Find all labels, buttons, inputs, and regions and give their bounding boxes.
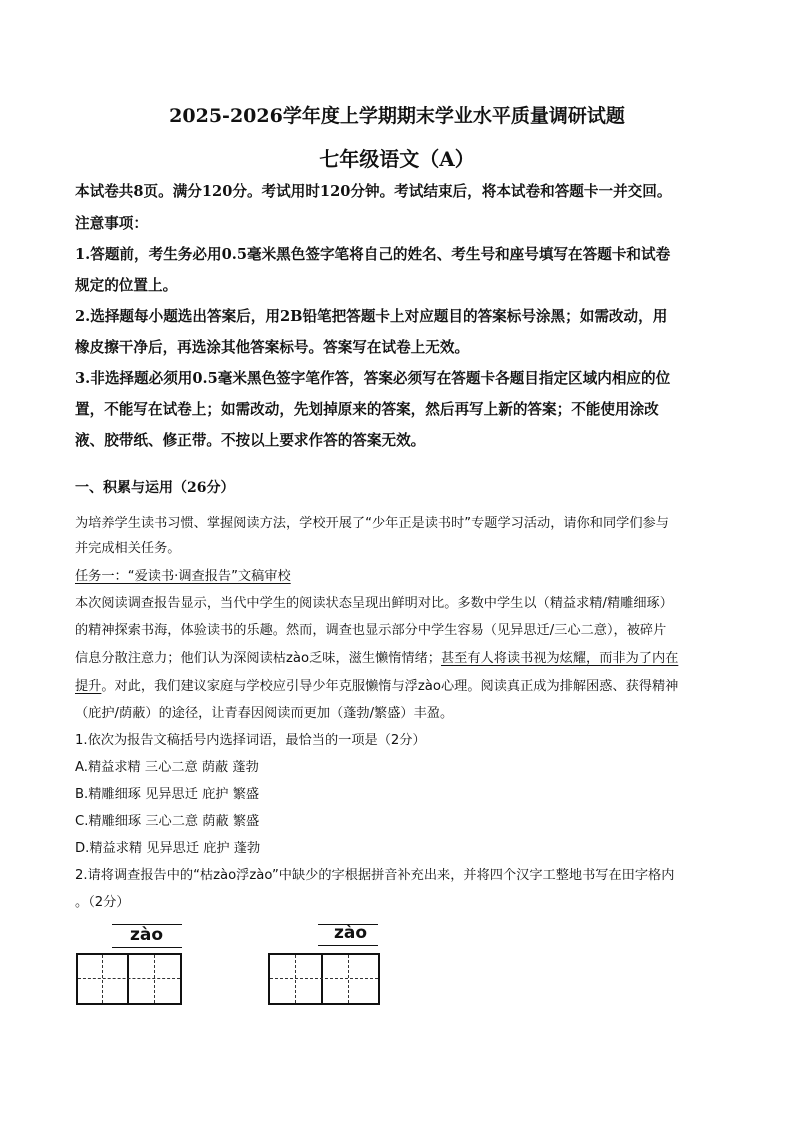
question-2-line-1: 2.请将调查报告中的“枯zào浮zào”中缺少的字根据拼音补充出来，并将四个汉字工整地书写在田字格内 (75, 868, 675, 883)
grid-guide (295, 955, 296, 1003)
passage-line-2: 的精神探索书海，体验读书的乐趣。然而，调查也显示部分中学生容易（见异思迁/三心二意），被碎片 (75, 623, 667, 638)
q1-option-c: C.精雕细琢 三心二意 荫蔽 繁盛 (75, 814, 260, 829)
instructions-intro: 本试卷共8页。满分120分。考试用时120分钟。考试结束后，将本试卷和答题卡一并交回。 (75, 183, 672, 200)
grid-box (76, 953, 182, 1005)
notice-label: 注意事项： (75, 215, 148, 232)
question-1: 1.依次为报告文稿括号内选择词语，最恰当的一项是（2分） (75, 733, 426, 748)
passage-line-3-text: 信息分散注意力；他们认为深阅读枯zào乏味，滋生懒惰情绪； (75, 651, 441, 666)
task-1-title: 任务一：“爱读书·调查报告”文稿审校 (75, 569, 291, 584)
q1-option-d: D.精益求精 见异思迁 庇护 蓬勃 (75, 841, 261, 856)
pinyin-line (112, 947, 182, 948)
grid-divider (127, 953, 129, 1005)
passage-line-4 (75, 675, 678, 694)
pinyin-line (318, 945, 378, 946)
grid-divider (321, 953, 323, 1005)
underlined-sentence: 甚至有人将读书视为炫耀，而非为了内在 (440, 651, 679, 666)
grid-box (268, 953, 380, 1005)
exam-subtitle: 七年级语文（A） (319, 147, 475, 171)
passage-line-1: 本次阅读调查报告显示，当代中学生的阅读状态呈现出鲜明对比。多数中学生以（精益求精/精雕细琢） (75, 596, 673, 611)
q1-option-b: B.精雕细琢 见异思迁 庇护 繁盛 (75, 787, 260, 802)
section-intro-line-1: 为培养学生读书习惯、掌握阅读方法，学校开展了“少年正是读书时”专题学习活动，请你和同学们参与 (75, 516, 669, 531)
grid-guide (102, 955, 103, 1003)
passage-line-3 (75, 647, 678, 666)
notice-item-1-line-1: 1.答题前，考生务必用0.5毫米黑色签字笔将自己的姓名、考生号和座号填写在答题卡和试卷 (75, 246, 671, 263)
question-2-line-2: 。（2分） (75, 895, 130, 910)
grid-guide (270, 978, 378, 979)
grid-guide (154, 955, 155, 1003)
passage-line-5: （庇护/荫蔽）的途径，让青春因阅读而更加（蓬勃/繁盛）丰盈。 (75, 706, 454, 721)
notice-item-3-line-2: 置，不能写在试卷上；如需改动，先划掉原来的答案，然后再写上新的答案；不能使用涂改 (75, 401, 659, 418)
grid-guide (348, 955, 349, 1003)
notice-item-2-line-1: 2.选择题每小题选出答案后，用2B铅笔把答题卡上对应题目的答案标号涂黑；如需改动，用 (75, 308, 668, 325)
notice-item-2-line-2: 橡皮擦干净后，再选涂其他答案标号。答案写在试卷上无效。 (75, 339, 470, 356)
passage-line-4-text: 。对此，我们建议家庭与学校应引导少年克服懒惰与浮zào心理。阅读真正成为排解困惑、获得精神 (101, 679, 679, 694)
notice-item-1-line-2: 规定的位置上。 (75, 277, 178, 294)
pinyin-label-2: zào (334, 923, 368, 943)
notice-item-3-line-1: 3.非选择题必须用0.5毫米黑色签字笔作答，答案必须写在答题卡各题目指定区域内相应的位 (75, 370, 671, 387)
section-intro-line-2: 并完成相关任务。 (75, 541, 181, 556)
q1-option-a: A.精益求精 三心二意 荫蔽 蓬勃 (75, 760, 259, 775)
pinyin-label-1: zào (130, 925, 164, 945)
notice-item-3-line-3: 液、胶带纸、修正带。不按以上要求作答的答案无效。 (75, 432, 426, 449)
underlined-sentence-end: 提升 (75, 679, 102, 694)
exam-title: 2025-2026学年度上学期期末学业水平质量调研试题 (169, 105, 625, 127)
grid-guide (78, 978, 180, 979)
section-heading: 一、积累与运用（26分） (75, 480, 235, 496)
